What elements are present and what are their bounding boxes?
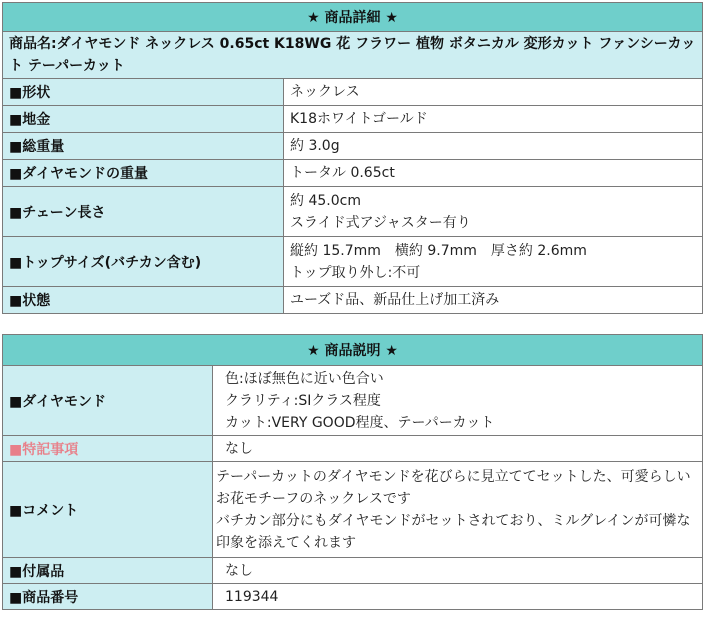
chain-length-line: 約 45.0cm [290,192,361,209]
product-detail-table [2,2,703,314]
metal-value: K18ホワイトゴールド [284,106,703,133]
accessories-label: ■付属品 [3,558,213,584]
diamond-weight-label: ■ダイヤモンドの重量 [3,160,284,187]
shape-label: ■形状 [3,79,284,106]
top-size-line: 縦約 15.7mm 横約 9.7mm 厚さ約 2.6mm [290,242,587,259]
product-number-value: 119344 [213,584,703,610]
chain-length-label: ■チェーン長さ [3,187,284,237]
special-notes-label: ■特記事項 [3,436,213,462]
comment-paragraph: バチカン部分にもダイヤモンドがセットされており、ミルグレインが可憐な印象を添えてくれます [216,512,691,551]
description-header: ★ 商品説明 ★ [3,335,703,366]
chain-length-value [284,187,703,237]
top-size-label: ■トップサイズ(バチカン含む) [3,237,284,287]
detail-header: ★ 商品詳細 ★ [3,3,703,32]
total-weight-value: 約 3.0g [284,133,703,160]
diamond-value [213,366,703,436]
diamond-line: クラリティ:SIクラス程度 [225,392,381,409]
product-name: 商品名:ダイヤモンド ネックレス 0.65ct K18WG 花 フラワー 植物 ボタニカル 変形カット ファンシーカット テーパーカット [3,32,703,79]
product-description-table [2,334,703,610]
top-size-line: トップ取り外し:不可 [290,264,421,281]
product-number-label: ■商品番号 [3,584,213,610]
metal-label: ■地金 [3,106,284,133]
diamond-weight-value: トータル 0.65ct [284,160,703,187]
total-weight-label: ■総重量 [3,133,284,160]
comment-value [213,462,703,558]
special-notes-value: なし [213,436,703,462]
top-size-value [284,237,703,287]
diamond-line: 色:ほぼ無色に近い色合い [225,370,384,387]
diamond-line: カット:VERY GOOD程度、テーパーカット [225,414,495,431]
comment-label: ■コメント [3,462,213,558]
chain-length-line: スライド式アジャスター有り [290,214,471,231]
condition-label: ■状態 [3,287,284,314]
shape-value: ネックレス [284,79,703,106]
diamond-label: ■ダイヤモンド [3,366,213,436]
accessories-value: なし [213,558,703,584]
comment-paragraph: テーパーカットのダイヤモンドを花びらに見立ててセットした、可愛らしいお花モチーフのネックレスです [216,468,691,507]
condition-value: ユーズド品、新品仕上げ加工済み [284,287,703,314]
